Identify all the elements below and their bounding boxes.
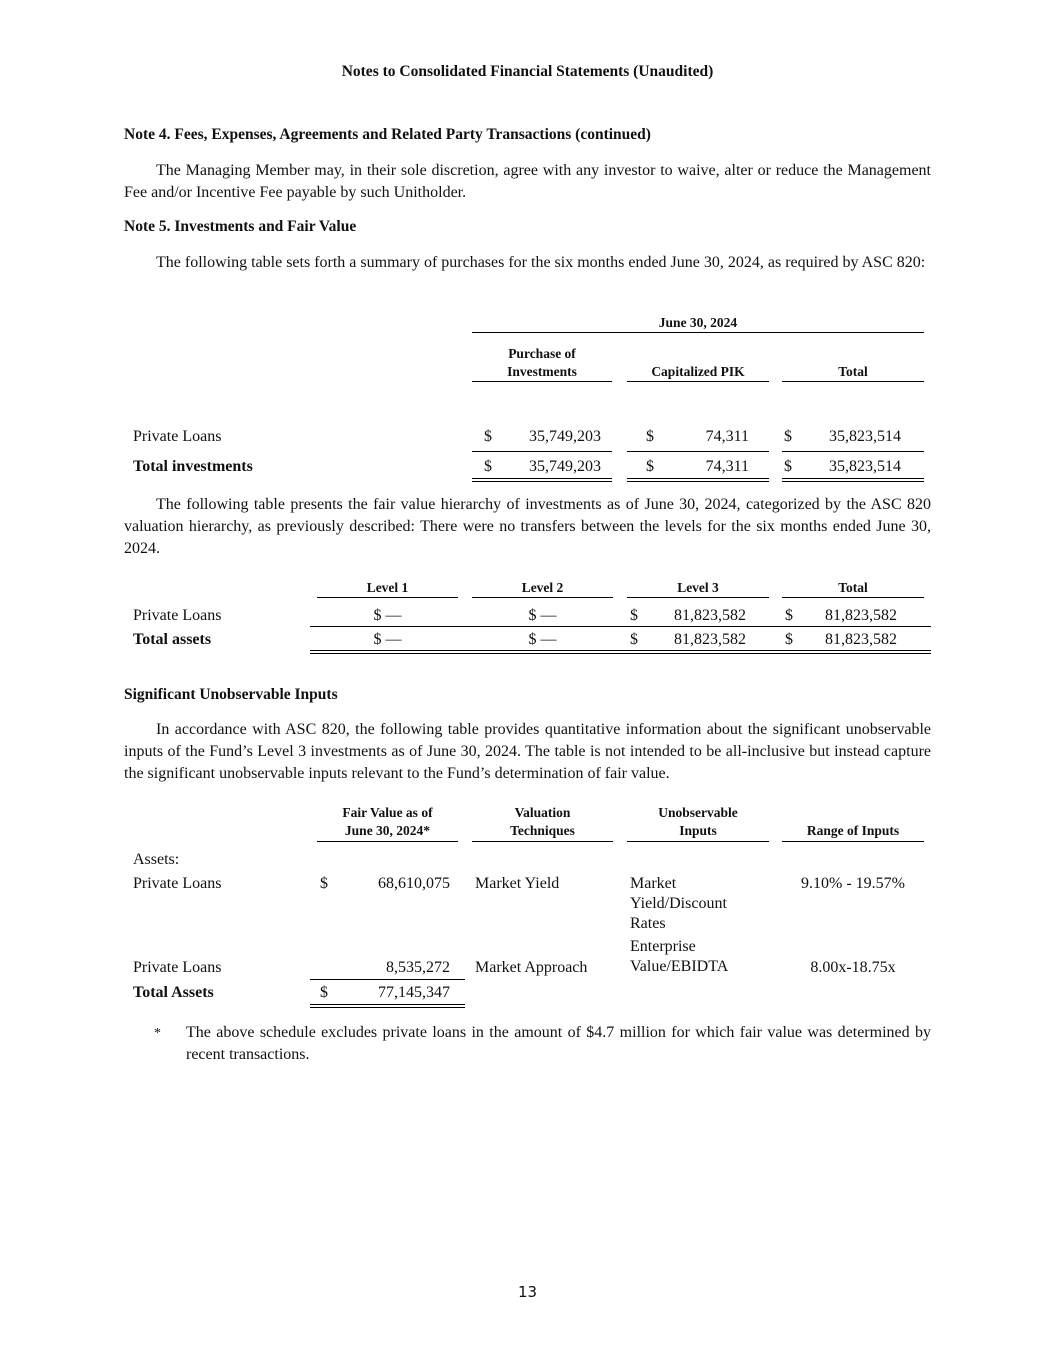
hierarchy-intro [124,494,931,560]
currency-sign: $ [630,607,638,624]
inputs-row1-range: 9.10% - 19.57% [801,875,905,892]
page-number: 13 [517,1283,538,1301]
page-title: Notes to Consolidated Financial Statements (Unaudited) [341,63,714,80]
currency-sign: $ [646,458,654,475]
hierarchy-row1-level3: 81,823,582 [674,607,746,624]
note4-paragraph [124,160,931,204]
inputs-h1-line2: June 30, 2024* [344,823,431,838]
inputs-h3-line1: Unobservable [658,805,738,820]
unobservable-paragraph [124,719,931,785]
hierarchy-row2-level3: 81,823,582 [674,631,746,648]
inputs-header-fair-value [317,804,458,840]
purchases-col1-line2: Investments [507,364,577,379]
unobservable-text: In accordance with ASC 820, the following table provides quantitative information about the significant unobservable inputs of the Fund’s Level 3 investments as of June 30, 2024. The table is not intended to be all-inclusive but instead capture the significant unobservable inputs relevant to the Fund’s determination of fair value. [124,721,931,782]
inputs-header-techniques [472,804,613,840]
currency-sign: $ [646,428,654,445]
inputs-row1-input-l1: Market [630,875,677,892]
footnote-marker: * [154,1026,161,1041]
currency-sign: $ [785,607,793,624]
note4-heading: Note 4. Fees, Expenses, Agreements and Related Party Transactions (continued) [124,126,651,143]
purchases-row2-label: Total investments [133,458,253,475]
note4-text: The Managing Member may, in their sole discretion, agree with any investor to waive, alter or reduce the Management Fee and/or Incentive Fee payable by such Unitholder. [124,162,931,201]
hierarchy-header-level1: Level 1 [366,580,409,595]
hierarchy-row2-level1: $ — [373,631,402,648]
hierarchy-header-total: Total [838,580,868,595]
purchases-group-header: June 30, 2024 [658,315,738,330]
inputs-total-label: Total Assets [133,984,214,1001]
purchases-col3-header: Total [838,364,868,379]
purchases-row2-c1: 35,749,203 [529,458,601,475]
currency-sign: $ [785,631,793,648]
inputs-row2-range: 8.00x-18.75x [810,959,896,976]
inputs-row1-label: Private Loans [133,875,222,892]
currency-sign: $ [630,631,638,648]
purchases-row1-c1: 35,749,203 [529,428,601,445]
inputs-row2-technique: Market Approach [475,959,588,976]
hierarchy-row1-label: Private Loans [133,607,222,624]
inputs-row1-input-l3: Rates [630,915,666,932]
inputs-h1-line1: Fair Value as of [342,805,433,820]
footnote-text: The above schedule excludes private loans in the amount of $4.7 million for which fair value was determined by recent transactions. [186,1024,931,1063]
hierarchy-row1-level1: $ — [373,607,402,624]
note5-heading: Note 5. Investments and Fair Value [124,218,357,235]
note5-intro-text: The following table sets forth a summary of purchases for the six months ended June 30, 2024, as required by ASC 820: [156,254,926,271]
inputs-header-unobservable [627,804,769,840]
purchases-row1-c2: 74,311 [705,428,749,445]
hierarchy-header-level2: Level 2 [521,580,564,595]
currency-sign: $ [784,458,792,475]
inputs-header-range: Range of Inputs [806,823,900,838]
inputs-row2-input-l2: Value/EBIDTA [630,958,729,975]
hierarchy-row1-total: 81,823,582 [825,607,897,624]
hierarchy-row2-label: Total assets [133,631,212,648]
unobservable-heading: Significant Unobservable Inputs [124,686,338,703]
hierarchy-row2-level2: $ — [528,631,557,648]
inputs-h3-line2: Inputs [679,823,717,838]
purchases-row2-c3: 35,823,514 [829,458,901,475]
inputs-row1-value: 68,610,075 [378,875,450,892]
hierarchy-row1-level2: $ — [528,607,557,624]
currency-sign: $ [484,458,492,475]
purchases-col1-header [472,345,612,381]
inputs-row1-technique: Market Yield [475,875,560,892]
purchases-col2-header: Capitalized PIK [651,364,745,379]
currency-sign: $ [320,875,328,892]
inputs-row2-input-l1: Enterprise [630,938,696,955]
purchases-row2-c2: 74,311 [705,458,749,475]
hierarchy-row2-total: 81,823,582 [825,631,897,648]
purchases-row1-c3: 35,823,514 [829,428,901,445]
hierarchy-intro-text: The following table presents the fair value hierarchy of investments as of June 30, 2024, categorized by the ASC 820 valuation hierarchy, as previously described: There were no transfers between the levels for the six months ended June 30, 2024. [124,496,931,557]
note5-intro [124,252,931,274]
inputs-row2-value: 8,535,272 [386,959,450,976]
currency-sign: $ [320,984,328,1001]
currency-sign: $ [784,428,792,445]
currency-sign: $ [484,428,492,445]
hierarchy-header-level3: Level 3 [677,580,719,595]
inputs-h2-line2: Techniques [510,823,575,838]
purchases-col1-line1: Purchase of [508,346,576,361]
inputs-h2-line1: Valuation [514,805,571,820]
inputs-row2-label: Private Loans [133,959,222,976]
inputs-row1-input-l2: Yield/Discount [630,895,727,912]
purchases-row1-label: Private Loans [133,428,222,445]
inputs-total-value: 77,145,347 [378,984,450,1001]
inputs-assets-label: Assets: [133,851,180,868]
